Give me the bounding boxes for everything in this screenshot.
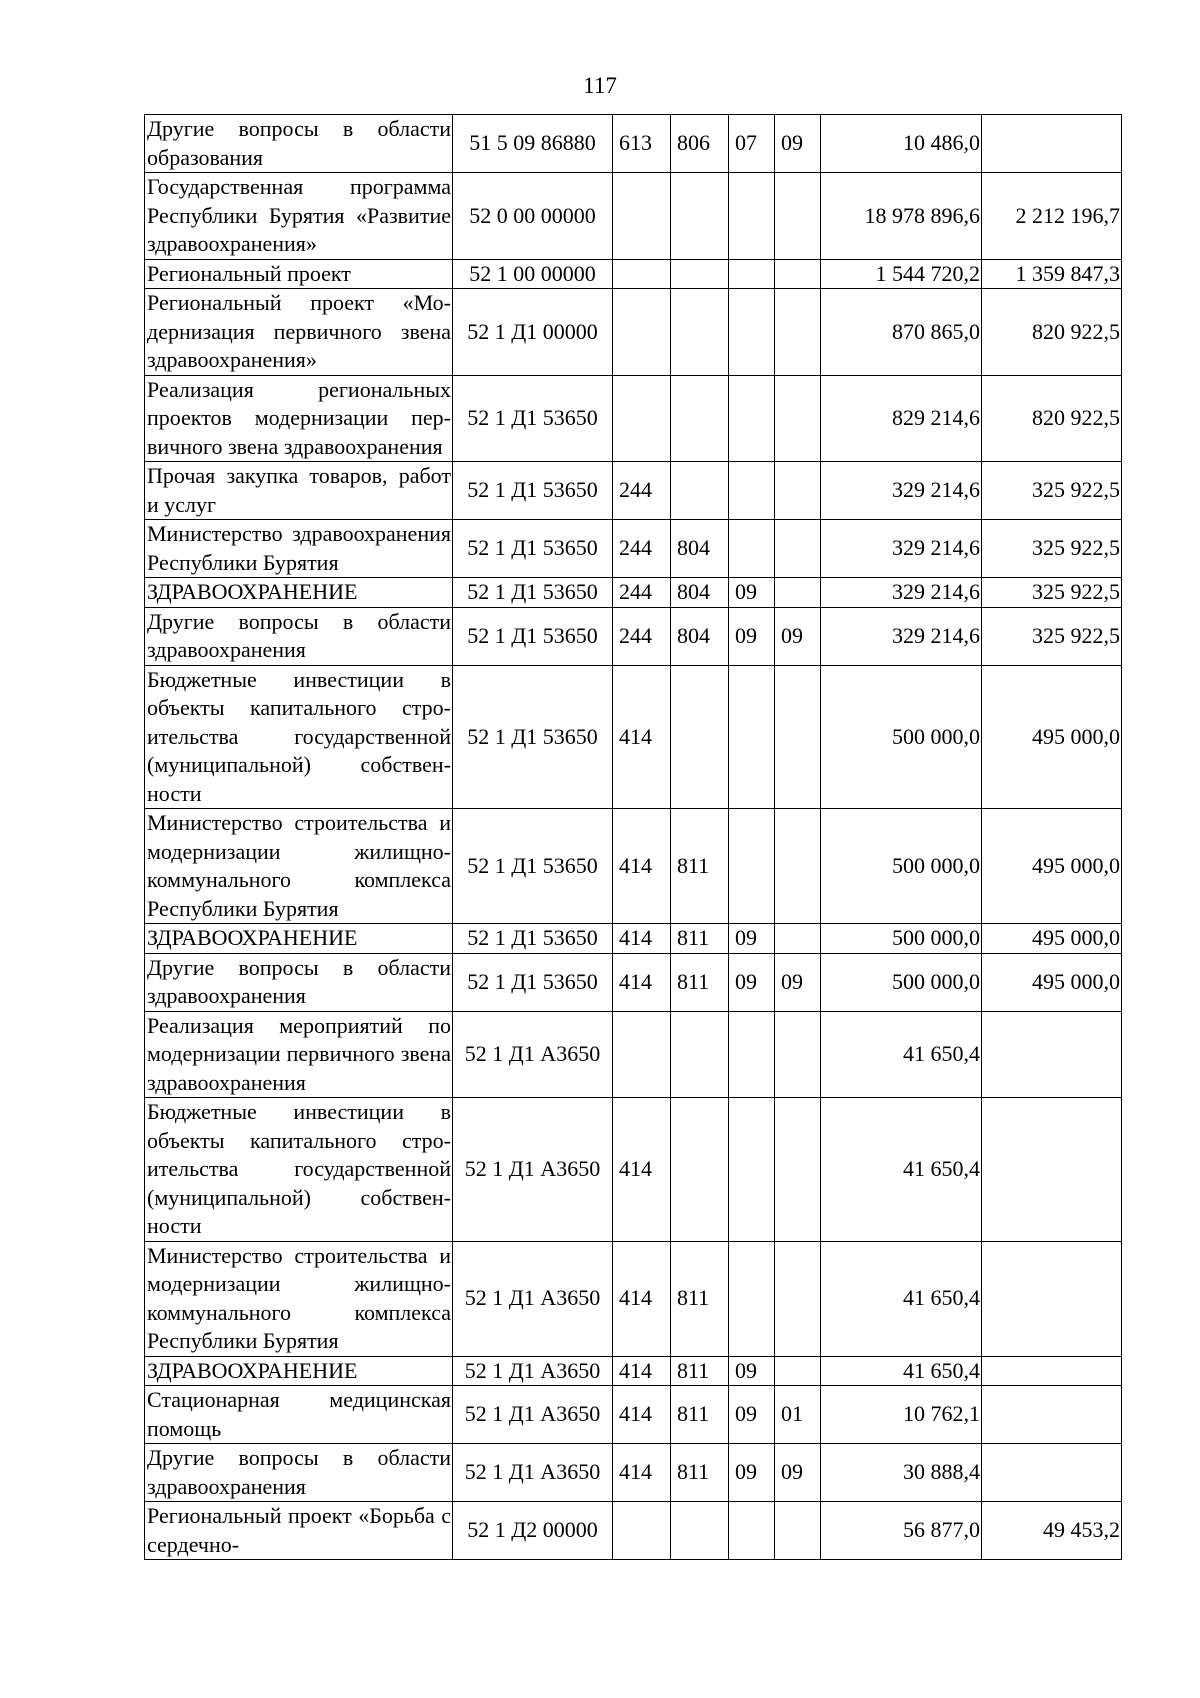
subsection-code-cell [775,173,821,260]
subsection-code-cell: 01 [775,1386,821,1444]
row-name-cell: Региональный проект «Борьба с сердечно- [145,1502,453,1560]
amount-2-cell [982,1098,1122,1242]
target-article-code-cell: 52 1 Д1 53650 [453,520,613,578]
expense-type-cell: 244 [613,607,671,665]
amount-2-cell: 495 000,0 [982,665,1122,809]
expense-type-cell [613,1502,671,1560]
section-code-cell [729,520,775,578]
administrator-code-cell: 804 [671,607,729,665]
amount-1-cell: 56 877,0 [821,1502,982,1560]
administrator-code-cell: 811 [671,1241,729,1356]
row-name-cell: ЗДРАВООХРАНЕНИЕ [145,924,453,954]
expense-type-cell: 414 [613,1386,671,1444]
target-article-code-cell: 52 1 Д1 53650 [453,375,613,462]
administrator-code-cell: 811 [671,953,729,1011]
administrator-code-cell: 806 [671,115,729,173]
section-code-cell: 09 [729,1386,775,1444]
subsection-code-cell: 09 [775,953,821,1011]
target-article-code-cell: 51 5 09 86880 [453,115,613,173]
amount-1-cell: 500 000,0 [821,665,982,809]
administrator-code-cell [671,1098,729,1242]
expense-type-cell [613,1011,671,1098]
administrator-code-cell: 804 [671,520,729,578]
amount-1-cell: 500 000,0 [821,809,982,924]
subsection-code-cell: 09 [775,607,821,665]
amount-2-cell [982,1444,1122,1502]
row-name-cell: Другие вопросы в области здравоохранения [145,607,453,665]
target-article-code-cell: 52 0 00 00000 [453,173,613,260]
section-code-cell: 09 [729,1356,775,1386]
subsection-code-cell [775,665,821,809]
amount-1-cell: 870 865,0 [821,289,982,376]
amount-1-cell: 30 888,4 [821,1444,982,1502]
expense-type-cell: 414 [613,1356,671,1386]
amount-1-cell: 329 214,6 [821,520,982,578]
subsection-code-cell [775,375,821,462]
row-name-cell: Другие вопросы в области здравоохранения [145,1444,453,1502]
amount-1-cell: 500 000,0 [821,953,982,1011]
section-code-cell [729,809,775,924]
amount-2-cell [982,1241,1122,1356]
subsection-code-cell [775,1098,821,1242]
section-code-cell [729,289,775,376]
row-name-cell: Бюджетные инвестиции в объекты капитального строительства государственной (муниципальной) собственности [145,665,453,809]
amount-1-cell: 41 650,4 [821,1241,982,1356]
expense-type-cell: 414 [613,953,671,1011]
subsection-code-cell [775,462,821,520]
table-row [145,1386,1122,1444]
table-row [145,1502,1122,1560]
administrator-code-cell: 811 [671,1356,729,1386]
table-row [145,1444,1122,1502]
expense-type-cell: 244 [613,462,671,520]
row-name-cell: Другие вопросы в области образования [145,115,453,173]
subsection-code-cell [775,289,821,376]
table-row [145,115,1122,173]
amount-1-cell: 1 544 720,2 [821,259,982,289]
row-name-cell: Реализация мероприятий по модернизации первичного звена здравоохранения [145,1011,453,1098]
section-code-cell: 07 [729,115,775,173]
amount-2-cell: 820 922,5 [982,289,1122,376]
administrator-code-cell: 811 [671,809,729,924]
amount-1-cell: 41 650,4 [821,1098,982,1242]
amount-1-cell: 18 978 896,6 [821,173,982,260]
subsection-code-cell [775,578,821,608]
expense-type-cell: 414 [613,1444,671,1502]
amount-2-cell: 820 922,5 [982,375,1122,462]
administrator-code-cell [671,1502,729,1560]
table-row [145,1098,1122,1242]
table-row [145,607,1122,665]
expense-type-cell: 244 [613,520,671,578]
table-row [145,259,1122,289]
expense-type-cell [613,375,671,462]
expense-type-cell [613,173,671,260]
row-name-cell: Министерство строительства и модернизации жилищно-коммунального комплекса Республики Бурятия [145,809,453,924]
row-name-cell: ЗДРАВООХРАНЕНИЕ [145,1356,453,1386]
subsection-code-cell [775,1356,821,1386]
row-name-cell: Региональный проект «Модернизация первичного звена здравоохранения» [145,289,453,376]
table-row [145,665,1122,809]
row-name-cell: Реализация региональных проектов модернизации первичного звена здравоохранения [145,375,453,462]
amount-1-cell: 329 214,6 [821,462,982,520]
subsection-code-cell [775,520,821,578]
amount-1-cell: 41 650,4 [821,1356,982,1386]
expense-type-cell: 414 [613,809,671,924]
target-article-code-cell: 52 1 Д1 53650 [453,924,613,954]
table-row [145,289,1122,376]
row-name-cell: Министерство строительства и модернизации жилищно-коммунального комплекса Республики Бурятия [145,1241,453,1356]
row-name-cell: Министерство здравоохранения Республики Бурятия [145,520,453,578]
section-code-cell [729,1098,775,1242]
table-body [145,115,1122,1560]
table-row [145,1241,1122,1356]
subsection-code-cell [775,1241,821,1356]
expense-type-cell: 613 [613,115,671,173]
administrator-code-cell [671,665,729,809]
target-article-code-cell: 52 1 Д1 53650 [453,809,613,924]
subsection-code-cell [775,924,821,954]
target-article-code-cell: 52 1 00 00000 [453,259,613,289]
administrator-code-cell [671,462,729,520]
target-article-code-cell: 52 1 Д1 53650 [453,953,613,1011]
row-name-cell: Бюджетные инвестиции в объекты капитального строительства государственной (муниципальной) собственности [145,1098,453,1242]
table-row [145,462,1122,520]
target-article-code-cell: 52 1 Д1 А3650 [453,1356,613,1386]
subsection-code-cell [775,1011,821,1098]
amount-2-cell: 495 000,0 [982,809,1122,924]
amount-2-cell: 2 212 196,7 [982,173,1122,260]
target-article-code-cell: 52 1 Д1 А3650 [453,1444,613,1502]
expense-type-cell [613,259,671,289]
table-row [145,375,1122,462]
expense-type-cell [613,289,671,376]
expense-type-cell: 414 [613,665,671,809]
amount-1-cell: 500 000,0 [821,924,982,954]
section-code-cell: 09 [729,1444,775,1502]
table-row [145,1356,1122,1386]
expense-type-cell: 414 [613,1098,671,1242]
table-row [145,578,1122,608]
target-article-code-cell: 52 1 Д1 А3650 [453,1241,613,1356]
row-name-cell: Региональный проект [145,259,453,289]
amount-1-cell: 41 650,4 [821,1011,982,1098]
amount-2-cell: 49 453,2 [982,1502,1122,1560]
section-code-cell: 09 [729,607,775,665]
amount-2-cell [982,115,1122,173]
administrator-code-cell: 804 [671,578,729,608]
target-article-code-cell: 52 1 Д2 00000 [453,1502,613,1560]
subsection-code-cell [775,1502,821,1560]
amount-2-cell [982,1386,1122,1444]
section-code-cell: 09 [729,578,775,608]
amount-2-cell [982,1011,1122,1098]
amount-1-cell: 329 214,6 [821,578,982,608]
target-article-code-cell: 52 1 Д1 53650 [453,607,613,665]
row-name-cell: ЗДРАВООХРАНЕНИЕ [145,578,453,608]
amount-2-cell: 325 922,5 [982,607,1122,665]
administrator-code-cell [671,259,729,289]
section-code-cell [729,462,775,520]
administrator-code-cell [671,289,729,376]
section-code-cell [729,259,775,289]
administrator-code-cell: 811 [671,1386,729,1444]
budget-table [144,114,1122,1560]
administrator-code-cell [671,375,729,462]
table-row [145,1011,1122,1098]
section-code-cell [729,1241,775,1356]
table-row [145,924,1122,954]
row-name-cell: Другие вопросы в области здравоохранения [145,953,453,1011]
target-article-code-cell: 52 1 Д1 А3650 [453,1011,613,1098]
page-number: 117 [583,73,617,98]
section-code-cell [729,173,775,260]
table-row [145,953,1122,1011]
section-code-cell: 09 [729,924,775,954]
section-code-cell [729,375,775,462]
expense-type-cell: 414 [613,1241,671,1356]
section-code-cell [729,665,775,809]
row-name-cell: Прочая закупка товаров, работ и услуг [145,462,453,520]
subsection-code-cell [775,809,821,924]
administrator-code-cell [671,173,729,260]
administrator-code-cell [671,1011,729,1098]
amount-2-cell: 495 000,0 [982,924,1122,954]
section-code-cell: 09 [729,953,775,1011]
row-name-cell: Государственная программа Республики Бурятия «Развитие здравоохранения» [145,173,453,260]
amount-2-cell: 325 922,5 [982,578,1122,608]
target-article-code-cell: 52 1 Д1 А3650 [453,1098,613,1242]
amount-1-cell: 829 214,6 [821,375,982,462]
section-code-cell [729,1502,775,1560]
amount-2-cell: 1 359 847,3 [982,259,1122,289]
table-row [145,520,1122,578]
section-code-cell [729,1011,775,1098]
amount-1-cell: 10 762,1 [821,1386,982,1444]
subsection-code-cell: 09 [775,115,821,173]
amount-1-cell: 10 486,0 [821,115,982,173]
target-article-code-cell: 52 1 Д1 53650 [453,462,613,520]
expense-type-cell: 244 [613,578,671,608]
amount-2-cell: 325 922,5 [982,462,1122,520]
subsection-code-cell [775,259,821,289]
target-article-code-cell: 52 1 Д1 53650 [453,665,613,809]
table-row [145,809,1122,924]
amount-1-cell: 329 214,6 [821,607,982,665]
amount-2-cell: 325 922,5 [982,520,1122,578]
subsection-code-cell: 09 [775,1444,821,1502]
row-name-cell: Стационарная медицинская помощь [145,1386,453,1444]
table-row [145,173,1122,260]
expense-type-cell: 414 [613,924,671,954]
amount-2-cell: 495 000,0 [982,953,1122,1011]
target-article-code-cell: 52 1 Д1 00000 [453,289,613,376]
amount-2-cell [982,1356,1122,1386]
target-article-code-cell: 52 1 Д1 53650 [453,578,613,608]
administrator-code-cell: 811 [671,924,729,954]
administrator-code-cell: 811 [671,1444,729,1502]
target-article-code-cell: 52 1 Д1 А3650 [453,1386,613,1444]
